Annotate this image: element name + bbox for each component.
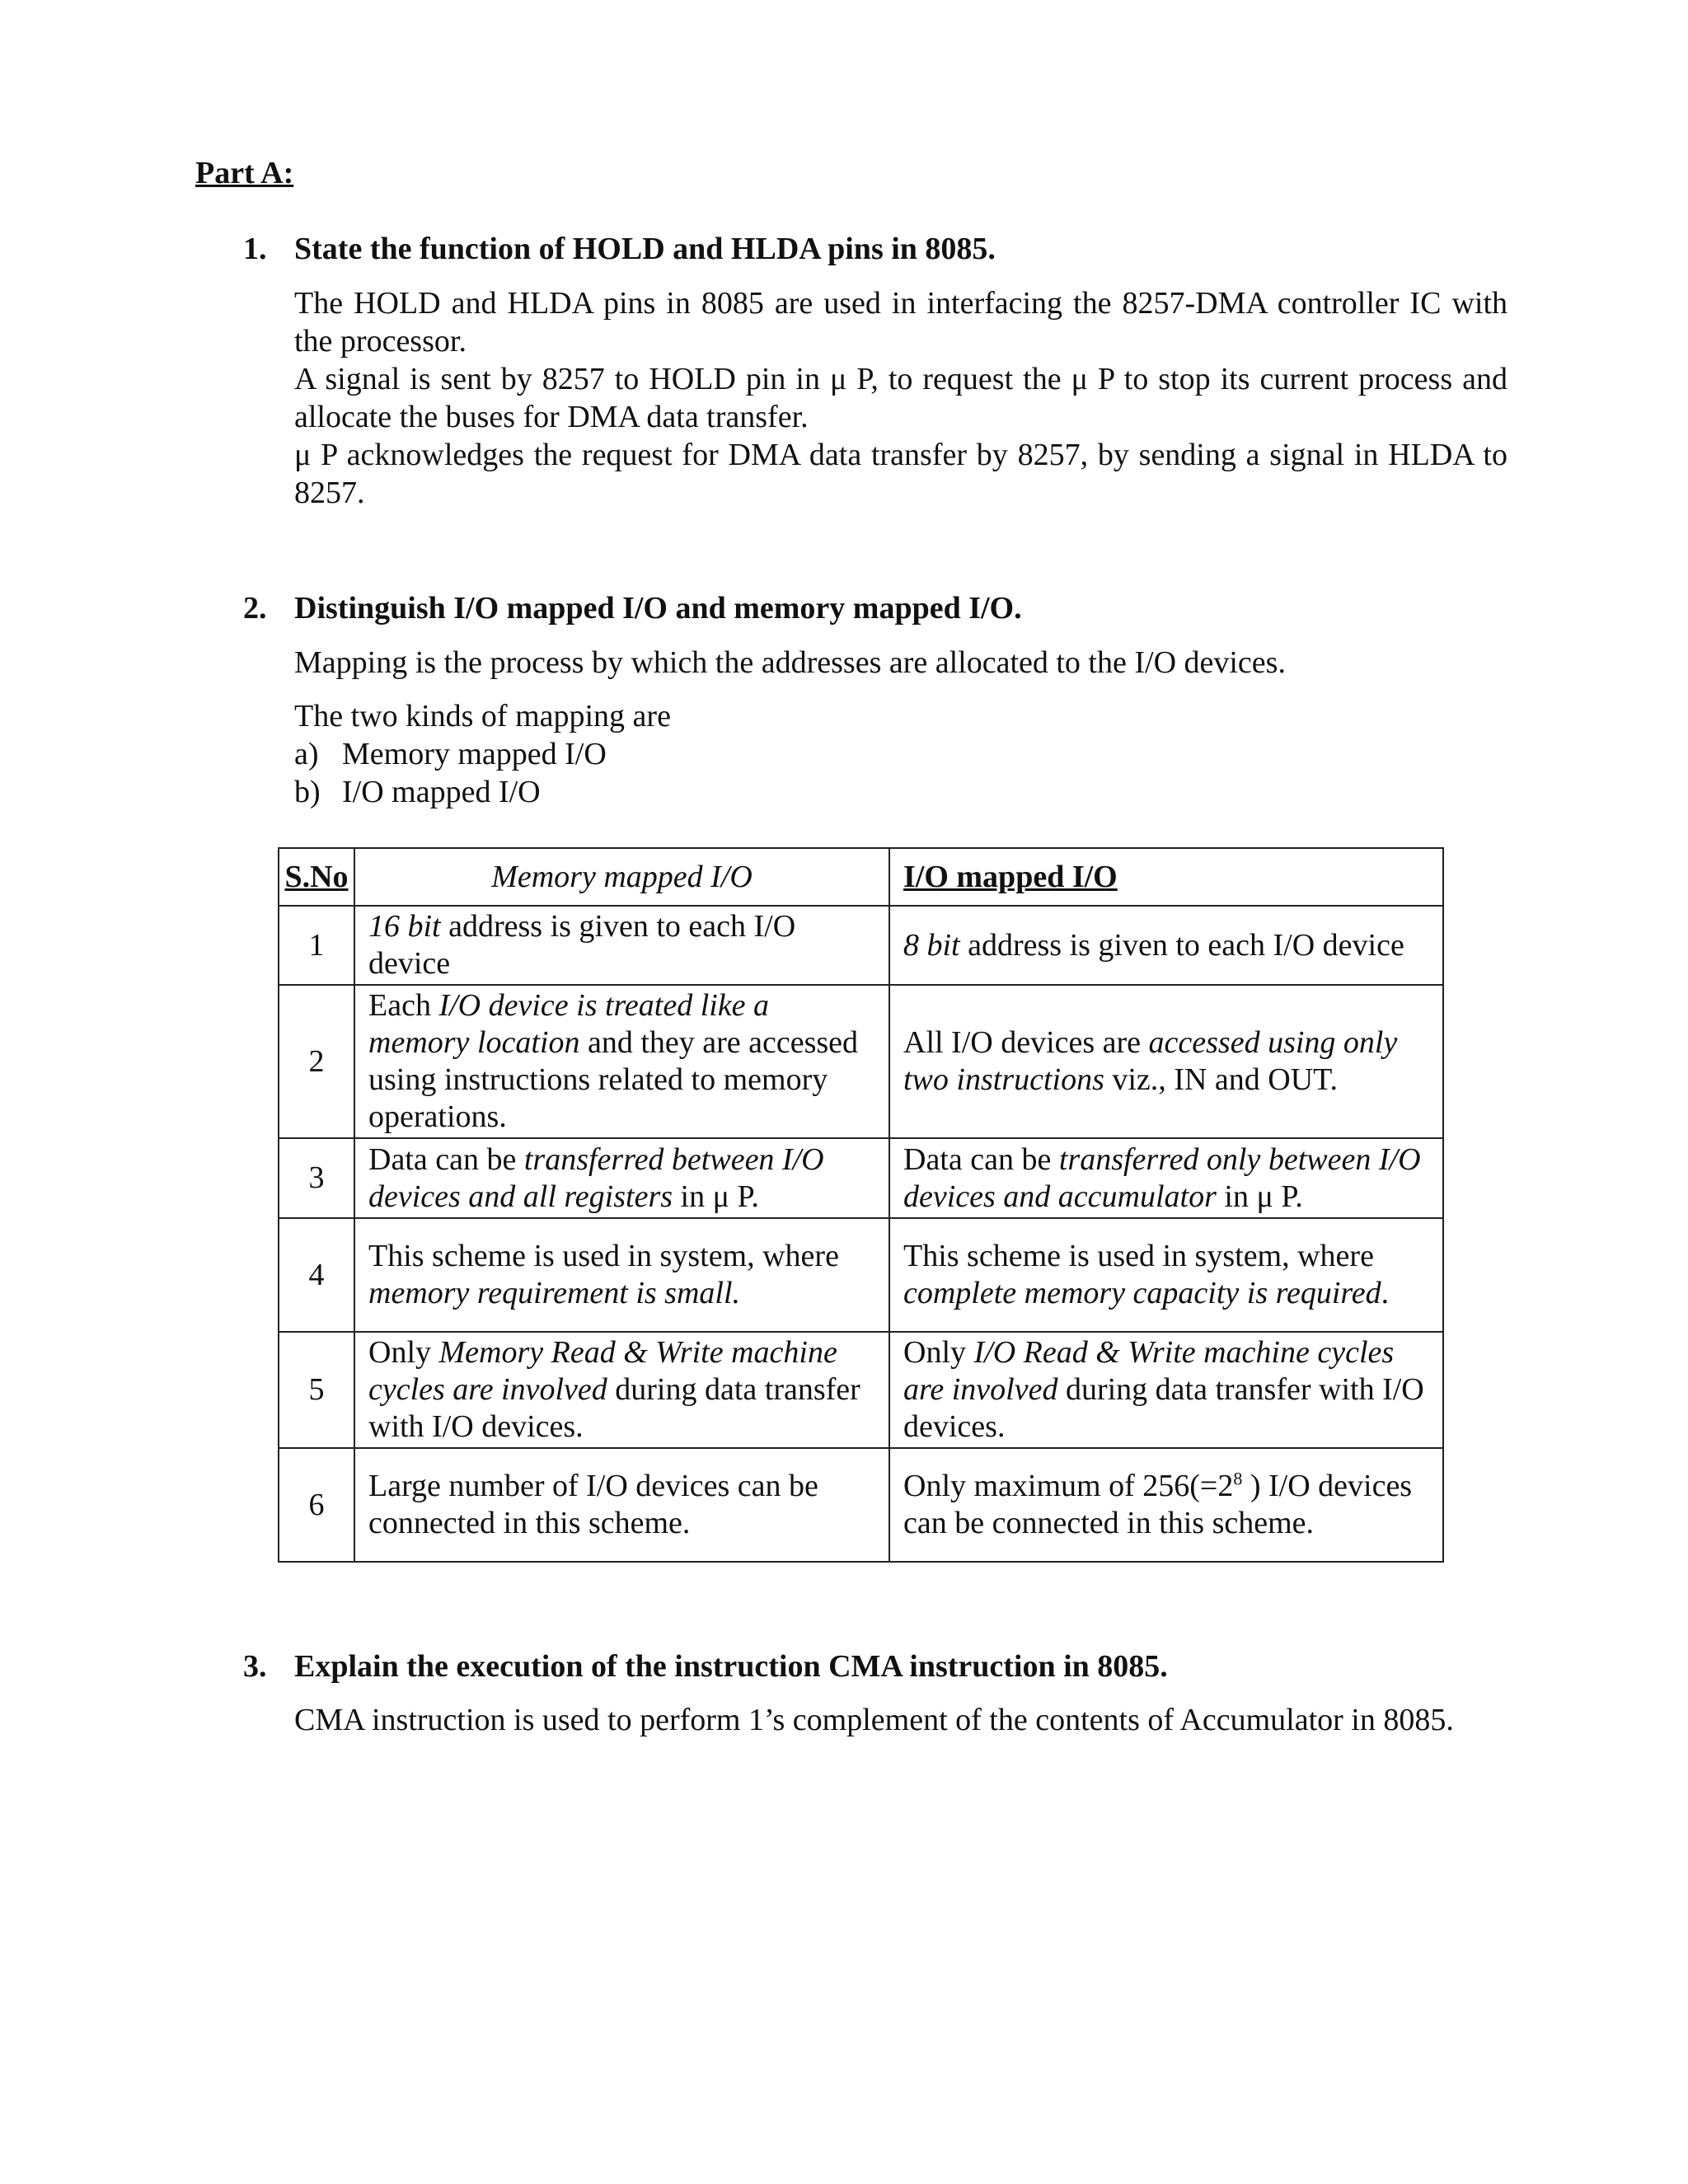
- table-cell: Data can be transferred only between I/O devices and accumulator in μ P.: [889, 1138, 1443, 1218]
- table-row: [279, 1218, 1443, 1332]
- table-cell: This scheme is used in system, where complete memory capacity is required.: [889, 1218, 1443, 1332]
- answer-3: [294, 1701, 1507, 1739]
- table-header-cell: S.No: [279, 848, 354, 906]
- table-cell: 3: [279, 1138, 354, 1218]
- table-cell: This scheme is used in system, where memory requirement is small.: [354, 1218, 889, 1332]
- question-number: 1.: [243, 232, 267, 266]
- comparison-table: [278, 847, 1444, 1563]
- table-cell: Large number of I/O devices can be connected in this scheme.: [354, 1448, 889, 1562]
- part-title: Part A:: [195, 156, 294, 190]
- question-text: Distinguish I/O mapped I/O and memory mapped I/O.: [294, 591, 1022, 626]
- question-text: State the function of HOLD and HLDA pins in 8085.: [294, 232, 996, 266]
- table-cell: Each I/O device is treated like a memory location and they are accessed using instructions related to memory operations.: [354, 985, 889, 1138]
- table-header-row: [279, 848, 1443, 906]
- table-cell: 1: [279, 906, 354, 985]
- list-item: b) I/O mapped I/O: [294, 775, 541, 809]
- list-item: a) Memory mapped I/O: [294, 737, 607, 771]
- answer-1: [294, 284, 1507, 512]
- table-cell: Data can be transferred between I/O devices and all registers in μ P.: [354, 1138, 889, 1218]
- question-number: 2.: [243, 591, 267, 626]
- table-cell: 6: [279, 1448, 354, 1562]
- table-cell: 16 bit address is given to each I/O device: [354, 906, 889, 985]
- table-cell: All I/O devices are accessed using only two instructions viz., IN and OUT.: [889, 985, 1443, 1138]
- question-2: [243, 590, 1022, 626]
- answer-2-intro: [294, 644, 1507, 682]
- answer-paragraph: Mapping is the process by which the addresses are allocated to the I/O devices.: [294, 645, 1286, 680]
- answer-paragraph: The two kinds of mapping are: [294, 699, 671, 733]
- answer-paragraph: A signal is sent by 8257 to HOLD pin in μ P, to request the μ P to stop its current process and allocate the buses for DMA data transfer.: [294, 362, 1507, 434]
- table-header-cell: I/O mapped I/O: [889, 848, 1443, 906]
- table-cell: 5: [279, 1332, 354, 1448]
- table-cell: Only maximum of $256(=2^8$ ) I/O devices can be connected in this scheme.: [889, 1448, 1443, 1562]
- table-row: [279, 985, 1443, 1138]
- answer-paragraph: The HOLD and HLDA pins in 8085 are used in interfacing the 8257-DMA controller IC with the processor.: [294, 286, 1507, 359]
- question-number: 3.: [243, 1649, 267, 1684]
- question-1: [243, 231, 996, 267]
- table-row: [279, 1332, 1443, 1448]
- table-cell: 4: [279, 1218, 354, 1332]
- answer-paragraph: μ P acknowledges the request for DMA data transfer by 8257, by sending a signal in HLDA to 8257.: [294, 438, 1507, 510]
- question-3: [243, 1648, 1168, 1685]
- table-cell: 2: [279, 985, 354, 1138]
- table-header-cell: Memory mapped I/O: [354, 848, 889, 906]
- table-cell: 8 bit address is given to each I/O device: [889, 906, 1443, 985]
- table-row: [279, 1138, 1443, 1218]
- question-text: Explain the execution of the instruction CMA instruction in 8085.: [294, 1649, 1168, 1684]
- table-cell: Only I/O Read & Write machine cycles are involved during data transfer with I/O devices.: [889, 1332, 1443, 1448]
- table-row: [279, 1448, 1443, 1562]
- answer-paragraph: CMA instruction is used to perform 1’s complement of the contents of Accumulator in 8085.: [294, 1703, 1454, 1737]
- answer-2-list: [294, 697, 1507, 811]
- table-row: [279, 906, 1443, 985]
- table-cell: Only Memory Read & Write machine cycles are involved during data transfer with I/O devices.: [354, 1332, 889, 1448]
